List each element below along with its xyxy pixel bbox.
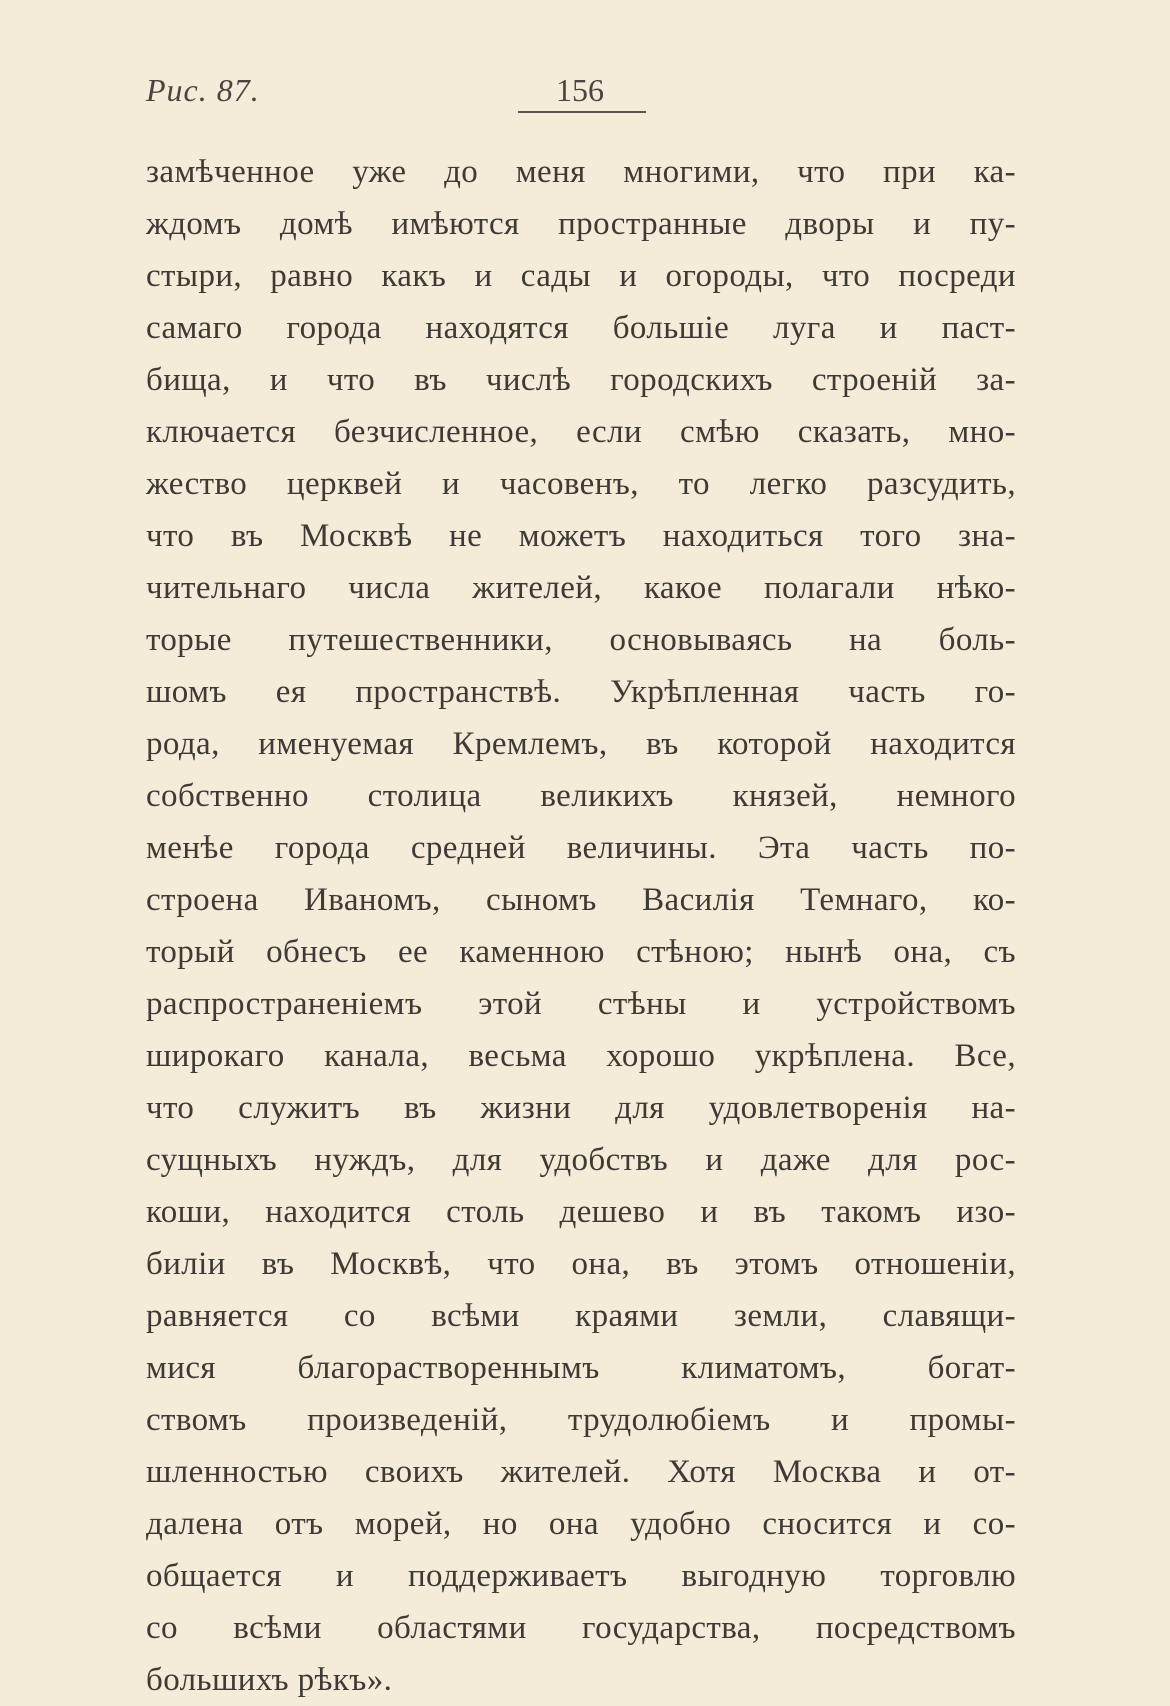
- text-line: со всѣми областями государства, посредствомъ: [146, 1610, 1016, 1646]
- header-rule: [518, 111, 646, 113]
- text-line: замѣченное уже до меня многими, что при ка-: [146, 154, 1016, 190]
- text-line: стыри, равно какъ и сады и огороды, что посреди: [146, 258, 1016, 294]
- text-line: ствомъ произведеній, трудолюбіемъ и промы-: [146, 1402, 1016, 1438]
- text-line: сущныхъ нуждъ, для удобствъ и даже для рос-: [146, 1142, 1016, 1178]
- text-line: мися благораствореннымъ климатомъ, богат-: [146, 1350, 1016, 1386]
- text-line: бища, и что въ числѣ городскихъ строеній за-: [146, 362, 1016, 398]
- text-line: торые путешественники, основываясь на боль-: [146, 622, 1016, 658]
- text-line: большихъ рѣкъ».: [146, 1662, 393, 1698]
- text-line: далена отъ морей, но она удобно сносится и со-: [146, 1506, 1016, 1542]
- text-line: что въ Москвѣ не можетъ находиться того зна-: [146, 518, 1016, 554]
- text-line: равняется со всѣми краями земли, славящи-: [146, 1298, 1016, 1334]
- text-line: ждомъ домѣ имѣются пространные дворы и пу-: [146, 206, 1016, 242]
- text-line: шомъ ея пространствѣ. Укрѣпленная часть го-: [146, 674, 1016, 710]
- text-line: строена Иваномъ, сыномъ Василія Темнаго, ко-: [146, 882, 1016, 918]
- page-number: 156: [556, 72, 604, 108]
- text-line: чительнаго числа жителей, какое полагали нѣко-: [146, 570, 1016, 606]
- text-line: общается и поддерживаетъ выгодную торговлю: [146, 1558, 1016, 1594]
- figure-caption: Рис. 87.: [146, 72, 260, 108]
- text-line: торый обнесъ ее каменною стѣною; нынѣ она, съ: [146, 934, 1016, 970]
- text-line: жество церквей и часовенъ, то легко разсудить,: [146, 466, 1016, 502]
- text-line: широкаго канала, весьма хорошо укрѣплена. Все,: [146, 1038, 1016, 1074]
- text-line: коши, находится столь дешево и въ такомъ изо-: [146, 1194, 1016, 1230]
- text-line: что служитъ въ жизни для удовлетворенія на-: [146, 1090, 1016, 1126]
- text-line: менѣе города средней величины. Эта часть по-: [146, 830, 1016, 866]
- text-line: рода, именуемая Кремлемъ, въ которой находится: [146, 726, 1016, 762]
- text-line: ключается безчисленное, если смѣю сказать, мно-: [146, 414, 1016, 450]
- body-text: [146, 146, 1016, 1706]
- text-line: распространеніемъ этой стѣны и устройствомъ: [146, 986, 1016, 1022]
- text-line: биліи въ Москвѣ, что она, въ этомъ отношеніи,: [146, 1246, 1016, 1282]
- text-line: собственно столица великихъ князей, немного: [146, 778, 1016, 814]
- text-line: шленностью своихъ жителей. Хотя Москва и от-: [146, 1454, 1016, 1490]
- text-line: самаго города находятся большіе луга и паст-: [146, 310, 1016, 346]
